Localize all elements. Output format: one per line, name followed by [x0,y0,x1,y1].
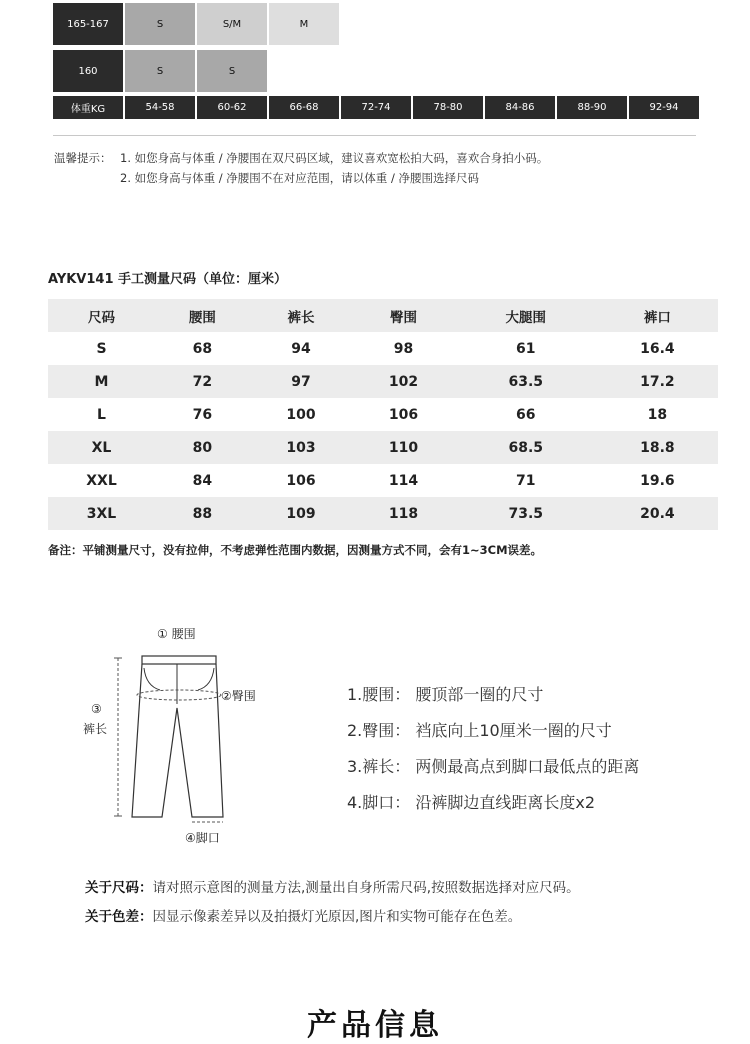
table-cell: 18.8 [597,431,718,464]
table-cell: 19.6 [640,472,675,489]
table-cell: XL [48,431,155,464]
about-color [85,905,521,925]
table-cell: 110 [352,431,455,464]
size-cell: S/M [197,3,267,45]
divider [53,135,696,136]
table-cell: 73.5 [455,497,597,530]
legend-hip: 2.臀围： 裆底向上10厘米一圈的尺寸 [347,721,612,740]
table-cell: 68.5 [455,431,597,464]
table-row [48,398,718,431]
table-cell: 71 [516,472,536,489]
weight-cell: 78-80 [413,96,483,119]
size-table-title: AYKV141 手工测量尺码（单位：厘米） [48,272,288,287]
table-cell: 118 [352,497,455,530]
about-size [85,876,580,896]
weight-cell: 54-58 [125,96,195,119]
table-header-row [48,299,718,332]
column-header: 腰围 [155,299,250,332]
table-cell: 68 [192,340,213,357]
table-cell: 100 [286,406,316,423]
table-cell: S [96,340,107,357]
table-cell: 72 [155,365,250,398]
table-cell: 3XL [48,497,155,530]
table-cell: L [97,406,106,423]
table-cell: 80 [155,431,250,464]
table-cell: 102 [352,365,455,398]
measurement-note: 备注：平铺测量尺寸，没有拉伸，不考虑弹性范围内数据，因测量方式不同，会有1~3CM误差。 [48,543,543,557]
table-row [48,497,718,530]
length-label: 裤长 [83,722,108,736]
weight-cell: 60-62 [197,96,267,119]
about-size-text: 请对照示意图的测量方法,测量出自身所需尺码,按照数据选择对应尺码。 [152,880,580,896]
table-cell: 106 [388,406,419,423]
size-cell: M [269,3,339,45]
weight-cell: 72-74 [341,96,411,119]
waist-label: ① 腰围 [157,627,196,641]
table-cell: 20.4 [597,497,718,530]
size-cell: S [125,50,195,92]
weight-cell: 88-90 [557,96,627,119]
pants-diagram [80,620,280,850]
size-grid-row-2 [53,50,269,92]
weight-row [53,96,701,119]
hip-label: ②臀围 [221,689,256,703]
tip-line-2: 2. 如您身高与体重 / 净腰围不在对应范围，请以体重 / 净腰围选择尺码 [120,171,479,185]
size-cell: S [197,50,267,92]
size-table [48,299,718,530]
hem-label: ④脚口 [185,831,220,845]
legend-hem: 4.脚口： 沿裤脚边直线距离长度x2 [347,793,596,812]
table-cell: 63.5 [455,365,597,398]
table-cell: 94 [291,340,311,357]
table-cell: 88 [155,497,250,530]
weight-cell: 92-94 [629,96,699,119]
table-cell: 103 [250,431,353,464]
table-cell: 66 [516,406,536,423]
table-cell: XXL [86,472,117,489]
table-cell: 17.2 [597,365,718,398]
table-row [48,464,718,497]
weight-cell: 66-68 [269,96,339,119]
table-cell: 98 [393,340,414,357]
length-number: ③ [91,702,102,716]
weight-label: 体重KG [53,96,123,119]
legend-waist: 1.腰围： 腰顶部一圈的尺寸 [347,685,544,704]
size-cell: S [125,3,195,45]
tip-line-1: 1. 如您身高与体重 / 净腰围在双尺码区域，建议喜欢宽松拍大码，喜欢合身拍小码。 [120,151,549,165]
table-cell: 61 [516,340,536,357]
table-cell: 16.4 [640,340,675,357]
column-header: 大腿围 [455,299,597,332]
table-row [48,431,718,464]
about-size-label: 关于尺码： [85,880,153,896]
table-cell: 114 [388,472,419,489]
table-cell: 109 [250,497,353,530]
column-header: 裤口 [597,299,718,332]
table-cell: M [48,365,155,398]
table-cell: 84 [192,472,213,489]
about-color-text: 因显示像素差异以及拍摄灯光原因,图片和实物可能存在色差。 [152,909,522,925]
column-header: 裤长 [250,299,353,332]
section-title: 产品信息 [307,1008,443,1043]
column-header: 臀围 [352,299,455,332]
table-row [48,332,718,365]
column-header: 尺码 [48,299,155,332]
size-grid-row-1 [53,3,341,45]
table-cell: 97 [250,365,353,398]
pants-outline-icon [80,620,280,850]
tip-prefix: 温馨提示： [54,151,112,165]
table-cell: 18 [647,406,668,423]
height-label: 165-167 [53,3,123,45]
table-cell: 106 [286,472,316,489]
weight-cell: 84-86 [485,96,555,119]
about-color-label: 关于色差： [85,909,153,925]
height-label: 160 [53,50,123,92]
table-cell: 76 [192,406,213,423]
legend-length: 3.裤长： 两侧最高点到脚口最低点的距离 [347,757,640,776]
table-row [48,365,718,398]
